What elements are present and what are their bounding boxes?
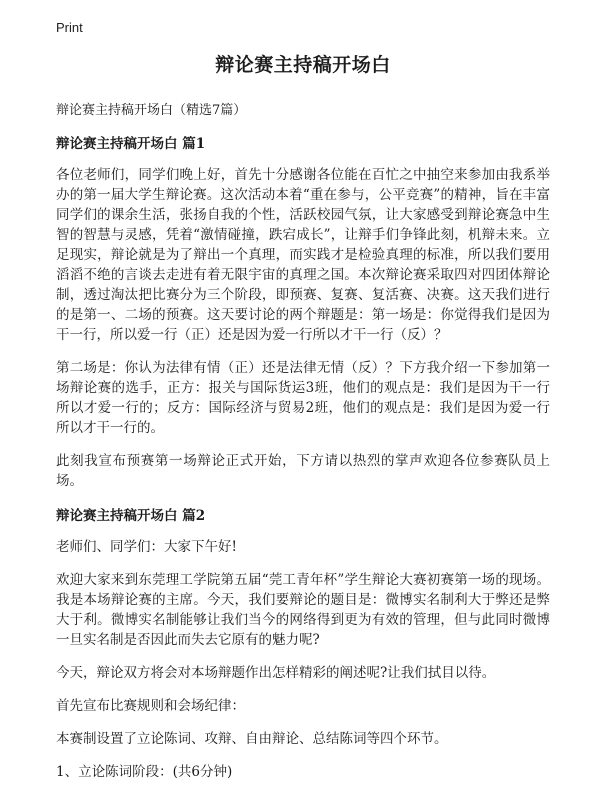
paragraph: 1、立论陈词阶段：(共6分钟) [56,764,233,780]
paragraph: 首先宣布比赛规则和会场纪律： [56,698,245,714]
document-page [56,50,550,795]
document-subtitle: 辩论赛主持稿开场白（精选7篇） [56,103,247,118]
paragraph: 各位老师们，同学们晚上好，首先十分感谢各位能在百忙之中抽空来参加由我系举办的第一届大学生辩论赛。这次活动本着“重在参与，公平竞赛”的精神，旨在丰富同学们的课余生活，张扬自我的个性，活跃校园气氛，让大家感受到辩论赛急中生智的智慧与灵感，凭着“激情碰撞，跌宕成长”，让辩手们争锋此刻，机辩未来。立足现实，辩论就是为了辩出一个真理，而实践才是检验真理的标准，所以我们要用滔滔不绝的言谈去走进有着无限宇宙的真理之国。本次辩论赛采取四对四团体辩论制，透过淘汰把比赛分为三个阶段，即预赛、复赛、复活赛、决赛。这天我们进行的是第一、二场的预赛。这天要讨论的两个辩题是：第一场是：你觉得我们是因为干一行，所以爱一行（正）还是因为爱一行所以才干一行（反）？ [56,167,550,343]
paragraph: 本赛制设置了立论陈词、攻辩、自由辩论、总结陈词等四个环节。 [56,731,448,747]
paragraph: 欢迎大家来到东莞理工学院第五届“莞工青年杯”学生辩论大赛初赛第一场的现场。我是本场辩论赛的主席。今天，我们要辩论的题目是：微博实名制利大于弊还是弊大于利。微博实名制能够让我们当今的网络得到更为有效的管理，但与此同时微博一旦实名制是否因此而失去它原有的魅力呢? [56,572,550,648]
paragraph: 第二场是：你认为法律有情（正）还是法律无情（反）？下方我介绍一下参加第一场辩论赛的选手，正方：报关与国际货运3班，他们的观点是：我们是因为干一行所以才爱一行的；反方：国际经济与贸易2班，他们的观点是：我们是因为爱一行所以才干一行的。 [56,360,550,436]
paragraph: 今天，辩论双方将会对本场辩题作出怎样精彩的阐述呢?让我们拭目以待。 [56,665,496,681]
section-heading: 辩论赛主持稿开场白 篇2 [56,508,206,524]
section-1 [56,132,550,491]
section-2 [56,504,550,782]
print-link[interactable]: Print [56,20,83,35]
document-title: 辩论赛主持稿开场白 [215,54,391,76]
section-heading: 辩论赛主持稿开场白 篇1 [56,136,206,152]
paragraph: 老师们、同学们：大家下午好! [56,539,237,555]
paragraph: 此刻我宣布预赛第一场辩论正式开始，下方请以热烈的掌声欢迎各位参赛队员上场。 [56,453,550,489]
